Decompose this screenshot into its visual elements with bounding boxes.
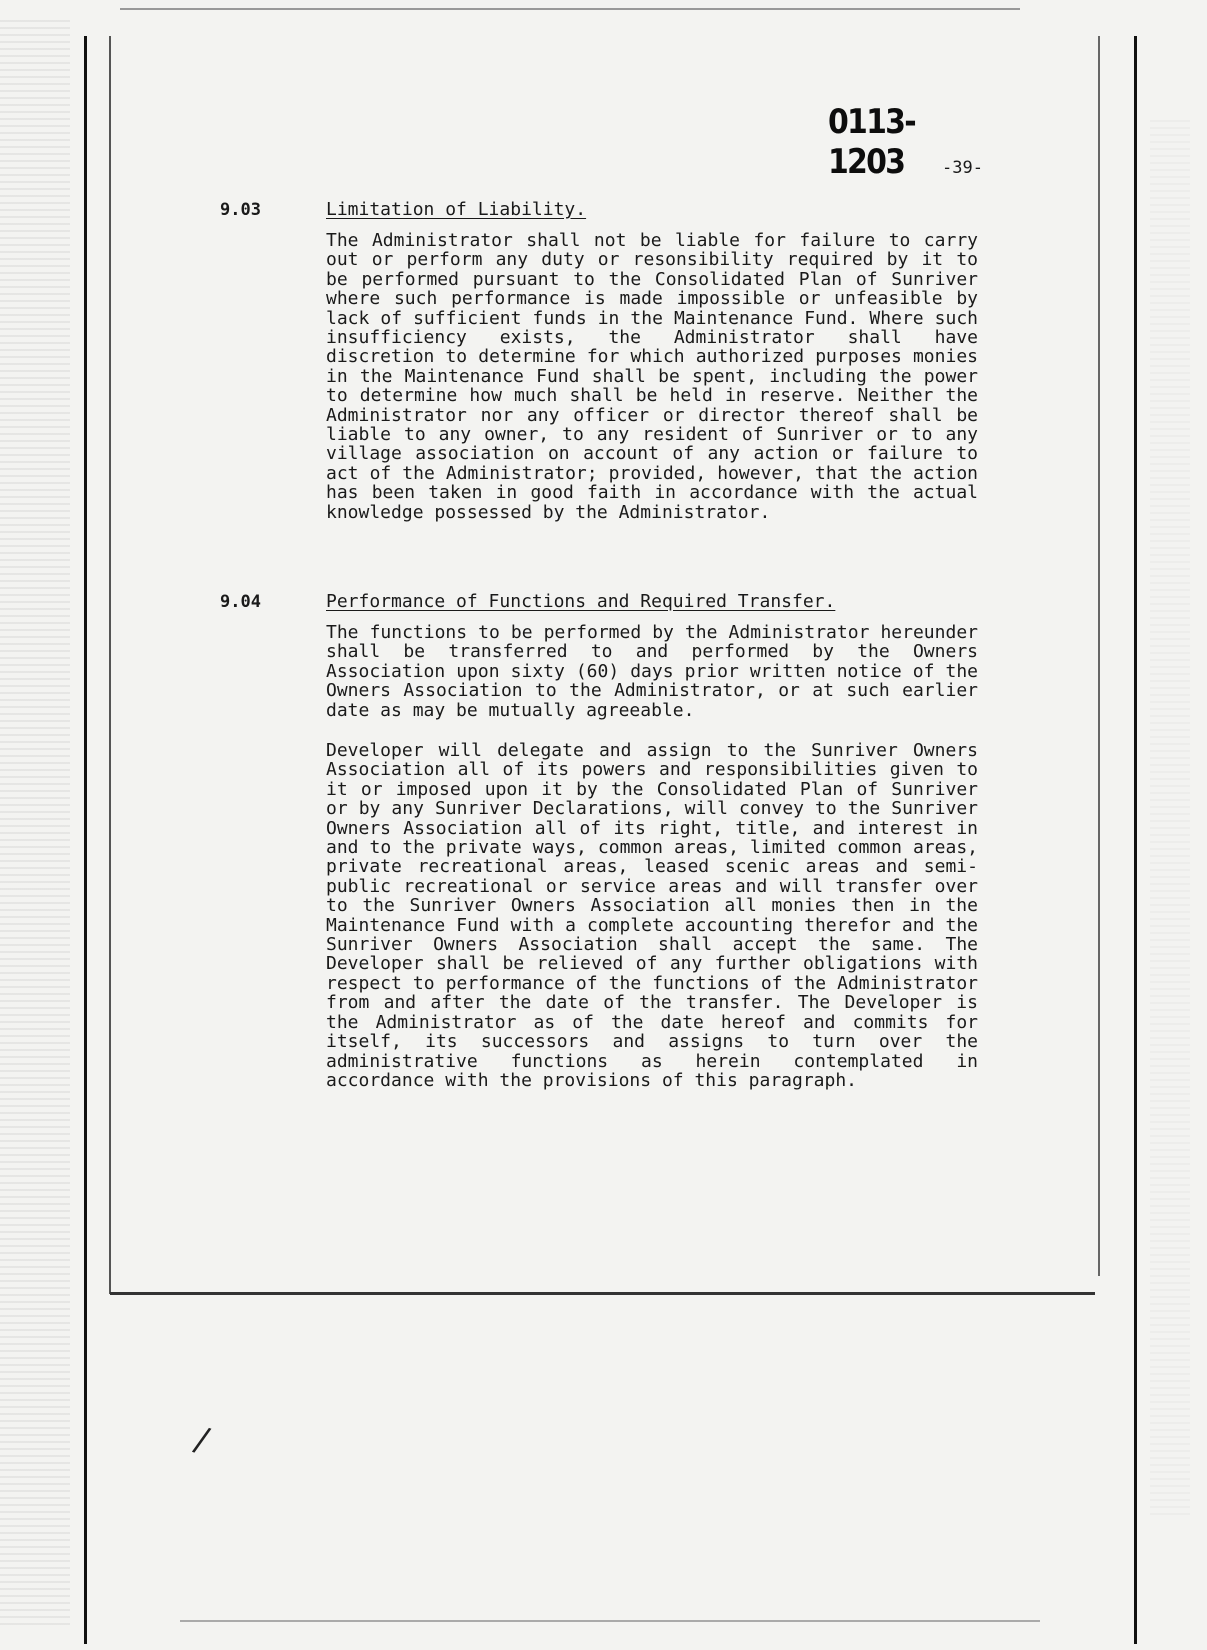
- inner-right-border-line: [1098, 36, 1100, 1276]
- left-border-line: [84, 36, 87, 1644]
- page-number: -39-: [942, 158, 983, 178]
- right-border-line: [1134, 36, 1137, 1644]
- left-margin-scan-noise: [0, 20, 70, 1630]
- section-heading-limitation-of-liability: Limitation of Liability.: [326, 199, 587, 220]
- section-9-04-paragraph-2: Developer will delegate and assign to the Sunriver Owners Association all of its powers and responsibilities given to it or imposed upon it by the Consolidated Plan of Sunriver or by any Sunriver Declarations, will convey to the Sunriver Owners Association all of its right, title, and interest in and to the private ways, common areas, limited common areas, private recreational areas, leased scenic areas and semi-public recreational or service areas and will transfer over to the Sunriver Owners Association all monies then in the Maintenance Fund with a complete accounting therefor and the Sunriver Owners Association shall accept the same. The Developer shall be relieved of any further obligations with respect to performance of the functions of the Administrator from and after the date of the transfer. The Developer is the Administrator as of the date hereof and commits for itself, its successors and assigns to turn over the administrative functions as herein contemplated in accordance with the provisions of this paragraph.: [326, 740, 978, 1091]
- section-heading-performance-of-functions: Performance of Functions and Required Transfer.: [326, 591, 836, 612]
- section-number-9-03: 9.03: [220, 200, 261, 220]
- section-number-9-04: 9.04: [220, 592, 261, 612]
- bottom-edge-line: [180, 1620, 1040, 1622]
- top-edge-line: [120, 8, 1020, 10]
- stray-mark-slash: /: [190, 1419, 214, 1461]
- inner-left-border-line: [109, 36, 111, 1294]
- right-margin-scan-noise: [1150, 120, 1190, 1520]
- bottom-frame-line: [110, 1292, 1095, 1295]
- document-number: 0113-1203: [828, 102, 915, 182]
- section-9-04-paragraph-1: The functions to be performed by the Administrator hereunder shall be transferred to and performed by the Owners Association upon sixty (60) days prior written notice of the Owners Association to the Administrator, or at such earlier date as may be mutually agreeable.: [326, 622, 978, 721]
- section-9-03-paragraph: The Administrator shall not be liable for failure to carry out or perform any duty or resonsibility required by it to be performed pursuant to the Consolidated Plan of Sunriver where such performance is made impossible or unfeasible by lack of sufficient funds in the Maintenance Fund. Where such insufficiency exists, the Administrator shall have discretion to determine for which authorized purposes monies in the Maintenance Fund shall be spent, including the power to determine how much shall be held in reserve. Neither the Administrator nor any officer or director thereof shall be liable to any owner, to any resident of Sunriver or to any village association on account of any action or failure to act of the Administrator; provided, however, that the action has been taken in good faith in accordance with the actual knowledge possessed by the Administrator.: [326, 230, 978, 523]
